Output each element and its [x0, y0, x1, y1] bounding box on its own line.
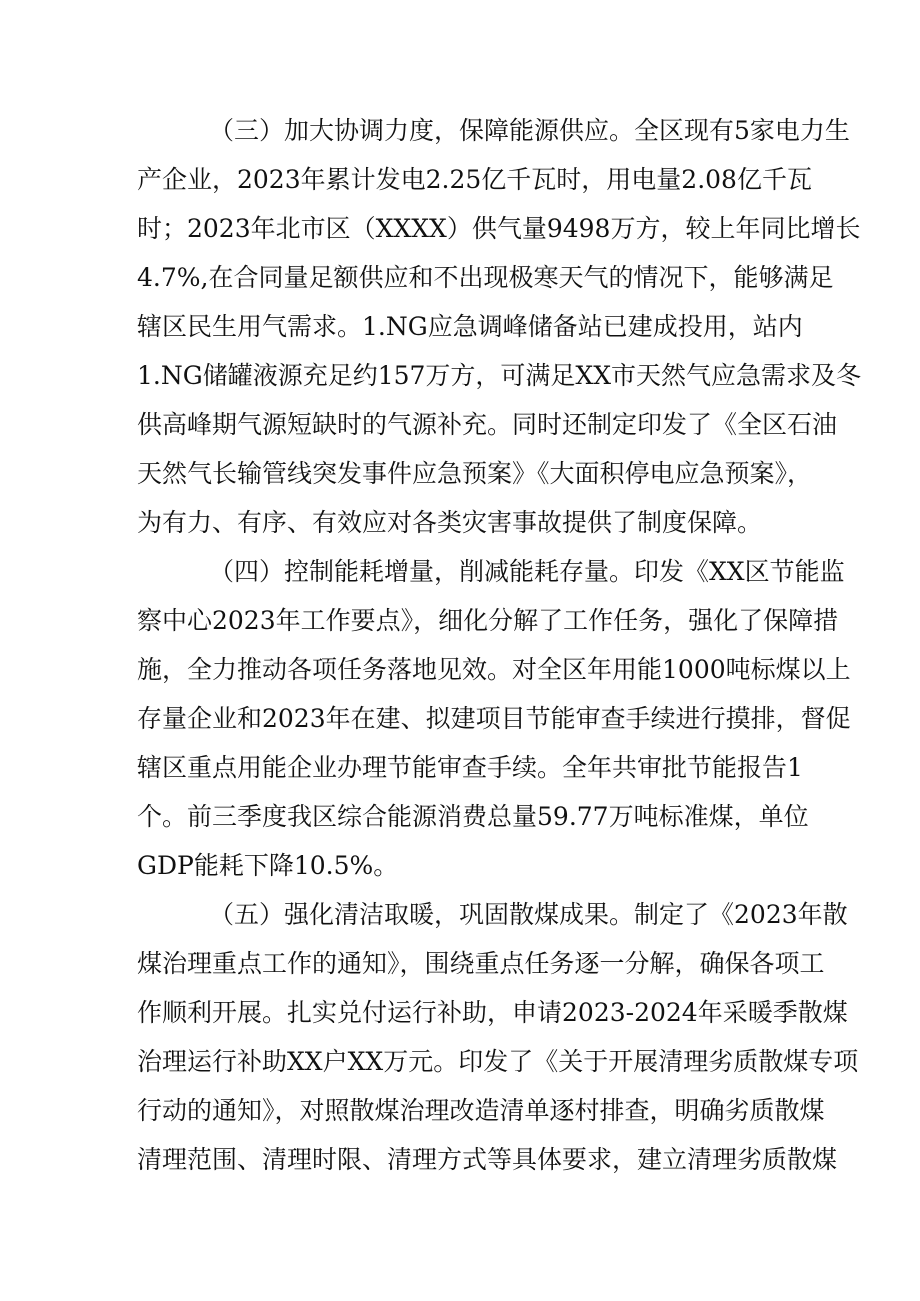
text-line: 供高峰期气源短缺时的气源补充。同时还制定印发了《全区石油 [137, 410, 838, 439]
text-line: 产企业，2023年累计发电2.25亿千瓦时，用电量2.08亿千瓦 [137, 165, 812, 194]
text-line: 存量企业和2023年在建、拟建项目节能审查手续进行摸排，督促 [137, 704, 851, 733]
text-line: 施，全力推动各项任务落地见效。对全区年用能1000吨标煤以上 [137, 655, 851, 684]
text-line: 为有力、有序、有效应对各类灾害事故提供了制度保障。 [137, 508, 763, 537]
text-line: 治理运行补助XX户XX万元。印发了《关于开展清理劣质散煤专项 [137, 1047, 859, 1076]
text-line: 辖区重点用能企业办理节能审查手续。全年共审批节能报告1 [137, 753, 803, 782]
text-line: 行动的通知》，对照散煤治理改造清单逐村排查，明确劣质散煤 [137, 1096, 825, 1125]
text-line: 个。前三季度我区综合能源消费总量59.77万吨标准煤，单位 [137, 802, 809, 831]
text-line: 时；2023年北市区（XXXX）供气量9498万方，较上年同比增长 [137, 214, 861, 243]
text-line: 煤治理重点工作的通知》，围绕重点任务逐一分解，确保各项工 [137, 949, 825, 978]
text-line: 作顺利开展。扎实兑付运行补助，申请2023-2024年采暖季散煤 [137, 998, 848, 1027]
text-line: GDP能耗下降10.5%。 [137, 851, 399, 880]
text-line: （五）强化清洁取暖，巩固散煤成果。制定了《2023年散 [209, 900, 848, 929]
text-line: 辖区民生用气需求。1.NG应急调峰储备站已建成投用，站内 [137, 312, 803, 341]
text-line: （四）控制能耗增量，削减能耗存量。印发《XX区节能监 [209, 557, 845, 586]
text-line: （三）加大协调力度，保障能源供应。全区现有5家电力生 [209, 116, 850, 145]
text-line: 察中心2023年工作要点》，细化分解了工作任务，强化了保障措 [137, 606, 839, 635]
text-line: 1.NG储罐液源充足约157万方，可满足XX市天然气应急需求及冬 [137, 361, 862, 390]
text-line: 天然气长输管线突发事件应急预案》《大面积停电应急预案》， [137, 459, 813, 488]
text-line: 4.7%,在合同量足额供应和不出现极寒天气的情况下，能够满足 [137, 263, 834, 292]
text-line: 清理范围、清理时限、清理方式等具体要求，建立清理劣质散煤 [137, 1145, 838, 1174]
